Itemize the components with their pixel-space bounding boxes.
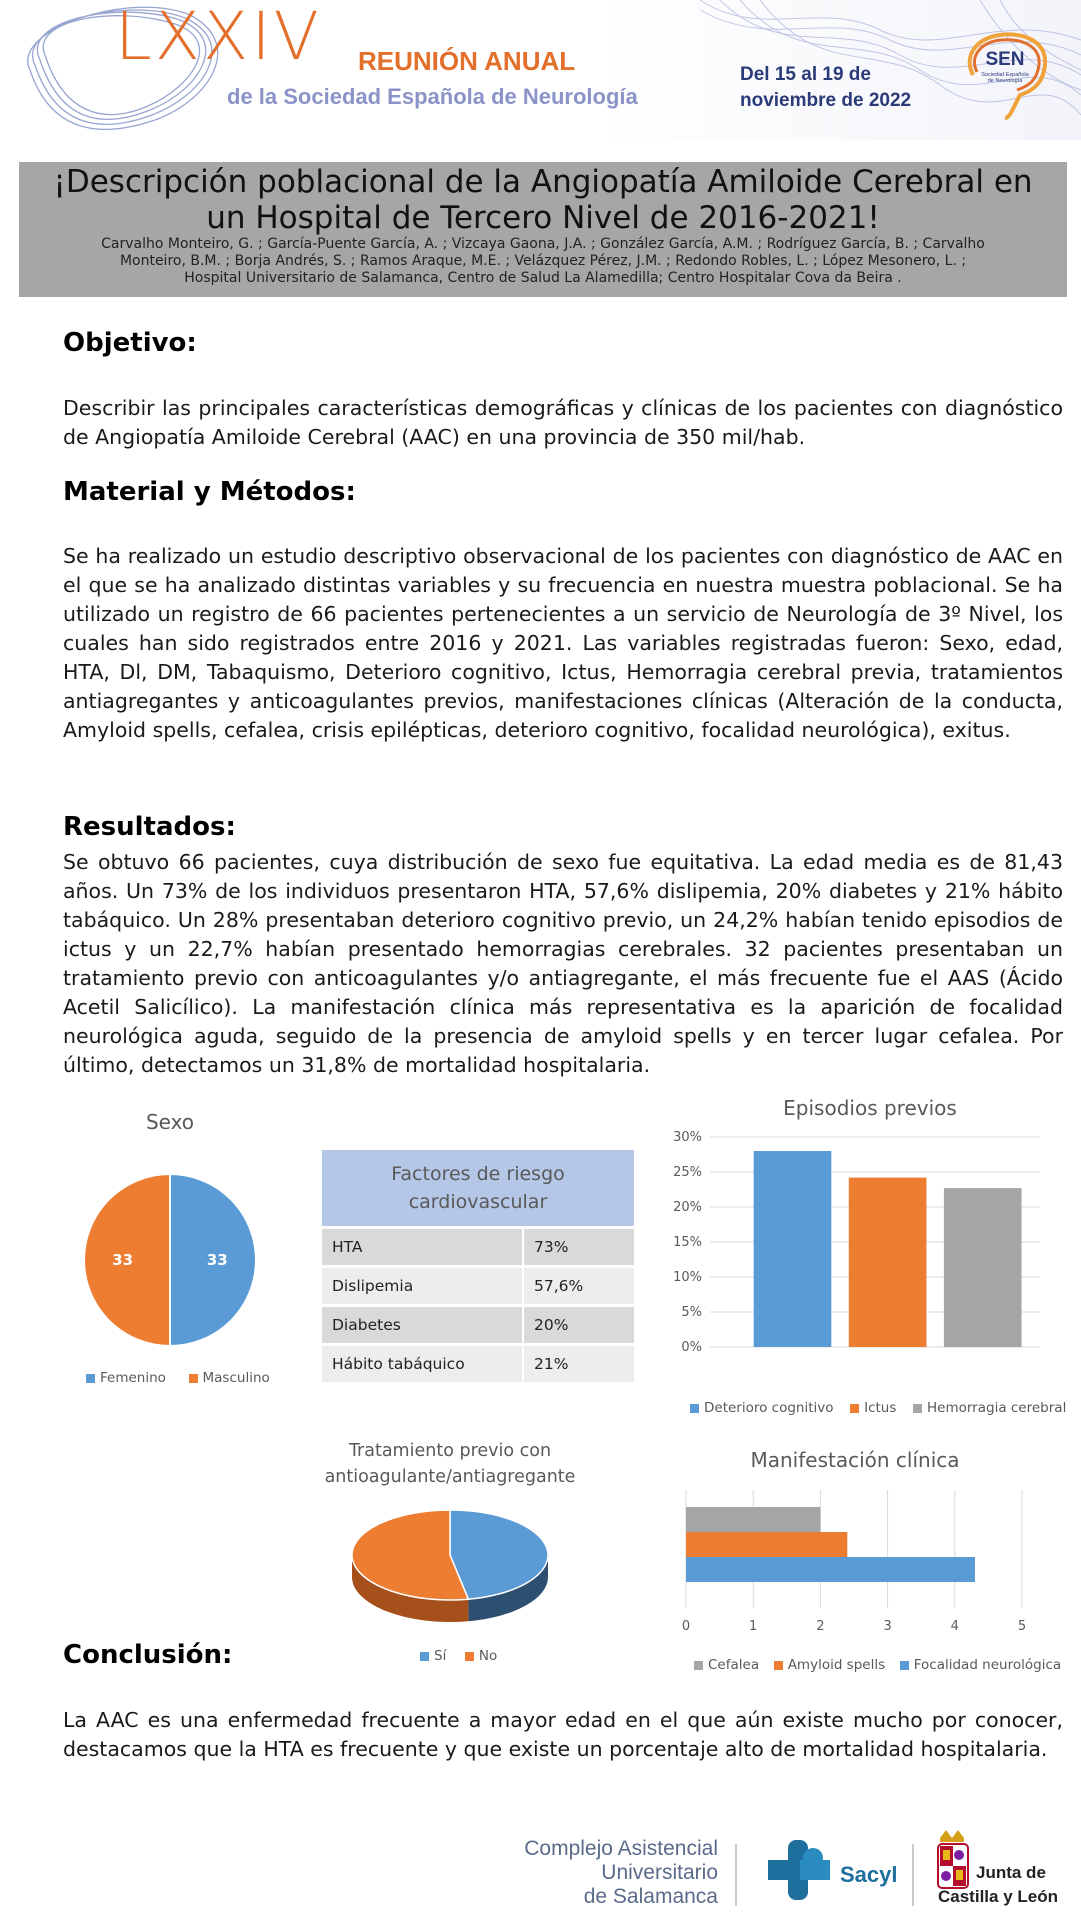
row-label: Hábito tabáquico [322, 1345, 523, 1384]
y-tick-label: 15% [673, 1235, 702, 1250]
legend-hemorragia: Hemorragia cerebral [927, 1400, 1067, 1416]
manifestacion-bar-chart [670, 1480, 1070, 1640]
sexo-chart-title: Sexo [145, 1110, 195, 1134]
junta-logo [930, 1828, 1070, 1913]
tratamiento-chart-title [300, 1438, 600, 1490]
legend-femenino: Femenino [100, 1370, 166, 1386]
x-tick-label: 3 [883, 1619, 892, 1634]
footer-divider-2 [912, 1844, 914, 1906]
hbar-0 [686, 1507, 820, 1532]
x-tick-label: 5 [1017, 1619, 1027, 1634]
row-value: 21% [523, 1345, 634, 1384]
title-line-1: ¡Descripción poblacional de la Angiopatía Amiloide Cerebral en [53, 164, 1033, 200]
legend-ictus: Ictus [864, 1400, 897, 1416]
legend-swatch-hemorragia [913, 1404, 922, 1413]
legend-focalidad: Focalidad neurológica [913, 1657, 1062, 1673]
meeting-name: REUNIÓN ANUAL [358, 46, 576, 76]
table-row [322, 1267, 634, 1306]
legend-swatch-focalidad [900, 1661, 909, 1670]
sen-logo-icon [955, 20, 1055, 120]
y-tick-label: 0% [681, 1340, 702, 1355]
event-dates [740, 62, 911, 114]
pie-data-label: 33 [206, 1251, 228, 1269]
casal-line-2: Universitario [601, 1861, 718, 1884]
episodios-bar-chart [660, 1125, 1060, 1375]
table-header-line-2: cardiovascular [408, 1191, 548, 1213]
hbar-1 [686, 1532, 847, 1557]
row-label: Dislipemia [322, 1267, 523, 1306]
legend-si: Sí [434, 1648, 447, 1664]
legend-swatch-si [420, 1652, 429, 1661]
row-label: HTA [322, 1228, 523, 1267]
episodios-legend [690, 1400, 1070, 1416]
society-name: de la Sociedad Española de Neurología [227, 84, 638, 109]
legend-swatch-femenino [86, 1374, 95, 1383]
junta-line-2: Castilla y León [938, 1887, 1058, 1906]
table-row [322, 1345, 634, 1384]
legend-swatch-no [465, 1652, 474, 1661]
legend-amyloid: Amyloid spells [787, 1657, 886, 1673]
title-line-2: un Hospital de Tercero Nivel de 2016-2021! [206, 200, 880, 236]
row-value: 20% [523, 1306, 634, 1345]
dates-line-1: Del 15 al 19 de [740, 64, 871, 85]
x-tick-label: 1 [749, 1619, 758, 1634]
y-tick-label: 10% [673, 1270, 702, 1285]
sacyl-text: Sacyl [840, 1862, 898, 1887]
tratamiento-title-line-1: Tratamiento previo con [348, 1441, 552, 1461]
casal-line-1: Complejo Asistencial [524, 1837, 718, 1860]
metodos-text: Se ha realizado un estudio descriptivo observacional de los pacientes con diagnóstico de AAC en el que se ha analizado distintas variables y su frecuencia en nuestra muestra poblacional. Se ha utilizado un registro de 66 pacientes pertenecientes a un servicio de Neurología de 3º Nivel, los cuales han sido registrados entre 2016 y 2021. Las variables registradas fueron: Sexo, edad, HTA, Dl, DM, Tabaquismo, Deterioro cognitivo, Ictus, Hemorragia cerebral previa, tratamientos antiagregantes y anticoagulantes previos, manifestaciones clínicas (Alteración de la conducta, Amyloid spells, cefalea, crisis epilépticas, deterioro cognitivo, focalidad neurológica), exitus. [63, 544, 1063, 742]
metodos-heading: Material y Métodos: [63, 477, 356, 507]
tratamiento-title-line-2: antioagulante/antiagregante [324, 1467, 576, 1487]
row-value: 73% [523, 1228, 634, 1267]
coat-of-arms-icon [938, 1830, 968, 1888]
edition-number: LXXIV [115, 0, 322, 75]
pie-data-label: 33 [112, 1251, 134, 1269]
header-banner [0, 0, 1081, 140]
authors [19, 236, 1067, 287]
row-label: Diabetes [322, 1306, 523, 1345]
table-header [322, 1150, 634, 1228]
sexo-pie-chart [70, 1160, 270, 1360]
authors-line-1: Carvalho Monteiro, G. ; García-Puente García, A. ; Vizcaya Gaona, J.A. ; González García, A.M. ; Rodríguez García, B. ; Carvalho [101, 236, 985, 252]
y-tick-label: 25% [673, 1165, 702, 1180]
poster-title [19, 164, 1067, 236]
table-row [322, 1228, 634, 1267]
episodios-chart-title: Episodios previos [783, 1096, 957, 1120]
resultados-text: Se obtuvo 66 pacientes, cuya distribución de sexo fue equitativa. La edad media es de 81,43 años. Un 73% de los individuos presentaron HTA, 57,6% dislipemia, 20% diabetes y 21% hábito tabáquico. Un 28% presentaban deterioro cognitivo previo, un 24,2% habían tenido episodios de ictus y un 22,7% habían presentado hemorragias cerebrales. 32 pacientes presentaban un tratamiento previo con anticoagulantes y/o antiagregante, el más frecuente fue el AAS (Ácido Acetil Salicílico). La manifestación clínica más representativa es la aparición de focalidad neurológica aguda, seguido de la presencia de amyloid spells y en tercer lugar cefalea. Por último, detectamos un 31,8% de mortalidad hospitalaria. [63, 850, 1063, 1077]
resultados-heading: Resultados: [63, 812, 236, 842]
sen-text: SEN [985, 49, 1025, 70]
legend-swatch-cefalea [694, 1661, 703, 1670]
manifestacion-chart-title: Manifestación clínica [750, 1448, 960, 1472]
legend-swatch-masculino [189, 1374, 198, 1383]
authors-line-2: Monteiro, B.M. ; Borja Andrés, S. ; Ramos Araque, M.E. ; Velázquez Pérez, J.M. ; Redondo Robles, L. ; López Mesonero, L. ; [119, 253, 967, 269]
sen-sub-2: de Neurología [987, 78, 1023, 84]
bar-2 [944, 1188, 1022, 1347]
table-row [322, 1306, 634, 1345]
legend-swatch-deterioro [690, 1404, 699, 1413]
sen-sub-1: Sociedad Española [981, 72, 1029, 78]
x-tick-label: 4 [950, 1619, 959, 1634]
sacyl-cross-icon [768, 1840, 830, 1900]
legend-no: No [478, 1648, 498, 1664]
legend-swatch-amyloid [774, 1661, 783, 1670]
dates-line-2: noviembre de 2022 [740, 90, 912, 111]
table-header-line-1: Factores de riesgo [391, 1163, 565, 1185]
legend-cefalea: Cefalea [708, 1657, 760, 1673]
sexo-legend [86, 1370, 286, 1386]
objetivo-heading: Objetivo: [63, 328, 197, 358]
objetivo-text: Describir las principales características demográficas y clínicas de los pacientes con diagnóstico de Angiopatía Amiloide Cerebral (AAC) en una provincia de 350 mil/hab. [63, 396, 1063, 449]
legend-masculino: Masculino [202, 1370, 270, 1386]
legend-deterioro: Deterioro cognitivo [704, 1400, 834, 1416]
bar-1 [849, 1178, 927, 1347]
y-tick-label: 20% [673, 1200, 702, 1215]
y-tick-label: 5% [681, 1305, 702, 1320]
footer-divider-1 [735, 1844, 737, 1906]
y-tick-label: 30% [673, 1130, 702, 1145]
junta-line-1: Junta de [976, 1863, 1046, 1882]
bar-0 [754, 1151, 832, 1347]
casal-logo-text [503, 1837, 718, 1909]
row-value: 57,6% [523, 1267, 634, 1306]
conclusion-heading: Conclusión: [63, 1640, 233, 1670]
manifestacion-legend [694, 1657, 1074, 1673]
authors-line-3: Hospital Universitario de Salamanca, Centro de Salud La Alamedilla; Centro Hospitalar Cova da Beira . [184, 270, 902, 286]
risk-factors-table [322, 1150, 634, 1385]
legend-swatch-ictus [850, 1404, 859, 1413]
tratamiento-legend [420, 1648, 540, 1664]
sen-logo [955, 20, 1055, 120]
hbar-2 [686, 1557, 975, 1582]
tratamiento-pie-chart [340, 1500, 560, 1640]
sacyl-logo [768, 1840, 928, 1910]
conclusion-text: La AAC es una enfermedad frecuente a mayor edad en el que aún existe mucho por conocer, destacamos que la HTA es frecuente y que existe un porcentaje alto de mortalidad hospitalaria. [63, 1708, 1063, 1761]
x-tick-label: 0 [681, 1619, 691, 1634]
x-tick-label: 2 [816, 1619, 825, 1634]
casal-line-3: de Salamanca [583, 1885, 718, 1908]
